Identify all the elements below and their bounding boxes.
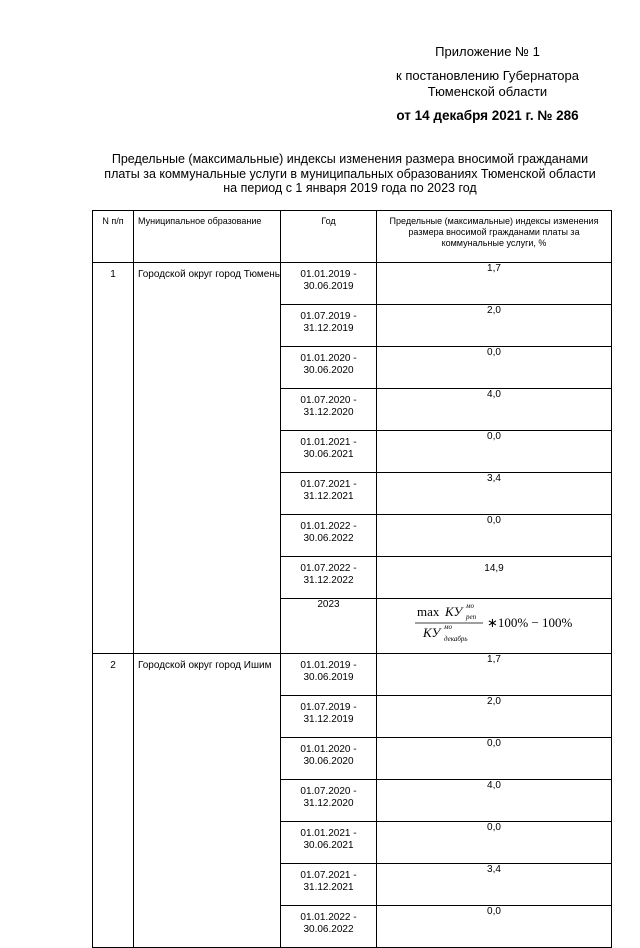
index-value: 1,7 (377, 263, 612, 305)
formula-sup-top: мо (466, 602, 474, 610)
index-value: 0,0 (377, 738, 612, 780)
period-cell: 01.01.2022 - 30.06.2022 (281, 906, 377, 948)
row-number: 2 (93, 654, 134, 948)
header-num: N п/п (93, 211, 134, 263)
formula-sup-bottom: мо (444, 623, 452, 631)
period-cell: 01.01.2019 - 30.06.2019 (281, 263, 377, 305)
formula-sub-bottom: декабрь (444, 635, 468, 643)
period-cell: 01.01.2021 - 30.06.2021 (281, 431, 377, 473)
period-cell: 01.07.2020 - 31.12.2020 (281, 780, 377, 822)
period-cell: 01.01.2020 - 30.06.2020 (281, 738, 377, 780)
index-value: 2,0 (377, 305, 612, 347)
index-table (92, 210, 612, 948)
appendix-date: от 14 декабря 2021 г. № 286 (396, 108, 579, 123)
formula-tail: ∗100% − 100% (487, 615, 573, 630)
header-year: Год (281, 211, 377, 263)
index-value: 2,0 (377, 696, 612, 738)
period-cell: 2023 (281, 599, 377, 654)
title-line-3: на период с 1 января 2019 года по 2023 год (223, 181, 477, 195)
index-formula (377, 599, 612, 654)
appendix-header (380, 44, 595, 124)
index-value: 14,9 (377, 557, 612, 599)
period-cell: 01.01.2021 - 30.06.2021 (281, 822, 377, 864)
formula-ku-top: КУ (445, 604, 463, 619)
period-cell: 01.07.2021 - 31.12.2021 (281, 864, 377, 906)
formula-sub-top: реп (466, 613, 477, 621)
title-line-2: платы за коммунальные услуги в муниципальных образованиях Тюменской области (104, 166, 596, 181)
period-cell: 01.07.2021 - 31.12.2021 (281, 473, 377, 515)
municipality-name: Городской округ город Тюмень (134, 263, 281, 654)
appendix-reference: к постановлению Губернатора (396, 68, 579, 83)
period-cell: 01.07.2022 - 31.12.2022 (281, 557, 377, 599)
index-value: 4,0 (377, 389, 612, 431)
municipality-name: Городской округ город Ишим (134, 654, 281, 948)
row-number: 1 (93, 263, 134, 654)
document-title (70, 152, 630, 196)
formula-ku-bottom: КУ (423, 625, 441, 640)
appendix-region: Тюменской области (427, 84, 548, 99)
header-municipality: Муниципальное образование (134, 211, 281, 263)
period-cell: 01.01.2020 - 30.06.2020 (281, 347, 377, 389)
index-value: 0,0 (377, 431, 612, 473)
period-cell: 01.01.2019 - 30.06.2019 (281, 654, 377, 696)
index-value: 0,0 (377, 822, 612, 864)
index-value: 3,4 (377, 473, 612, 515)
table-header-row (93, 211, 612, 263)
index-value: 0,0 (377, 347, 612, 389)
appendix-number: Приложение № 1 (435, 44, 540, 59)
header-index: Предельные (максимальные) индексы изменения размера вносимой гражданами платы за коммунальные услуги, % (377, 211, 612, 263)
formula-max: max (417, 604, 440, 619)
table-body (93, 263, 612, 948)
period-cell: 01.07.2019 - 31.12.2019 (281, 305, 377, 347)
table-row (93, 263, 612, 305)
period-cell: 01.01.2022 - 30.06.2022 (281, 515, 377, 557)
index-value: 1,7 (377, 654, 612, 696)
period-cell: 01.07.2019 - 31.12.2019 (281, 696, 377, 738)
index-value: 4,0 (377, 780, 612, 822)
index-value: 0,0 (377, 906, 612, 948)
period-cell: 01.07.2020 - 31.12.2020 (281, 389, 377, 431)
index-value: 3,4 (377, 864, 612, 906)
formula-graphic (409, 599, 579, 643)
index-value: 0,0 (377, 515, 612, 557)
title-line-1: Предельные (максимальные) индексы изменения размера вносимой гражданами (111, 152, 589, 166)
table-row (93, 654, 612, 696)
